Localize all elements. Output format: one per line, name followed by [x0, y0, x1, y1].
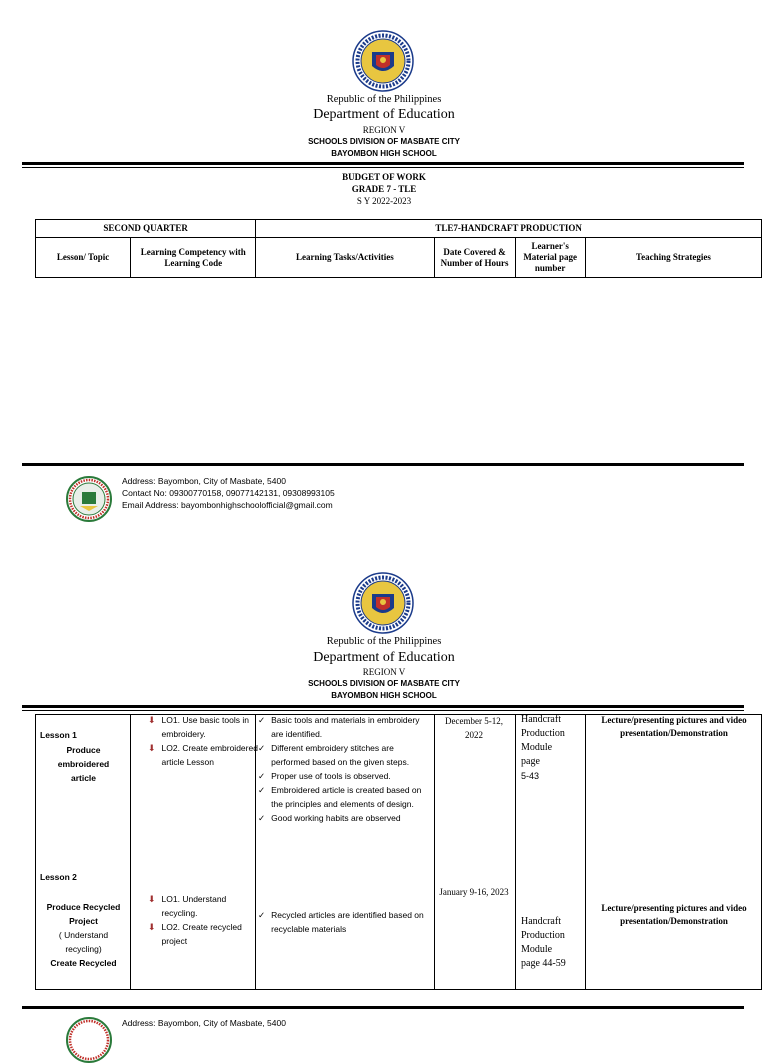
subject-cell: TLE7-HANDCRAFT PRODUCTION	[256, 220, 762, 238]
quarter-cell: SECOND QUARTER	[36, 220, 256, 238]
department-title-page2: Department of Education	[313, 650, 455, 665]
check-icon: ✓	[258, 771, 266, 781]
region-line-page2: REGION V	[362, 667, 406, 677]
lesson-2-material: Handcraft Production Module page 44-59	[521, 916, 566, 969]
lesson-2-competencies	[148, 892, 260, 948]
footer-divider-page2	[22, 1006, 744, 1009]
budget-of-work-header-table	[35, 219, 762, 278]
deped-seal-logo-page2	[352, 572, 414, 634]
lesson-1-label: Lesson 1	[40, 730, 77, 740]
lesson-2-lo1: LO1. Understand recycling.	[161, 894, 227, 918]
check-icon: ✓	[258, 715, 266, 725]
lesson-1-strategy: Lecture/presenting pictures and video presentation/Demonstration	[601, 715, 747, 738]
column-header-strategies: Teaching Strategies	[585, 238, 761, 278]
lesson-1-competencies	[148, 713, 260, 769]
header-divider	[22, 162, 744, 165]
column-header-date: Date Covered & Number of Hours	[434, 238, 515, 278]
school-name: BAYOMBON HIGH SCHOOL	[331, 149, 437, 158]
check-icon: ✓	[258, 813, 266, 823]
column-header-material: Learner's Material page number	[515, 238, 585, 278]
lesson-1-date: December 5-12, 2022	[445, 716, 503, 740]
lesson-2-lo2: LO2. Create recycled project	[161, 922, 242, 946]
deped-seal-logo	[352, 30, 414, 92]
footer-email: Email Address: bayombonhighschoolofficial@gmail.com	[122, 500, 333, 510]
republic-line: Republic of the Philippines	[326, 94, 442, 105]
school-name-page2: BAYOMBON HIGH SCHOOL	[331, 691, 437, 700]
department-title: Department of Education	[313, 107, 455, 122]
arrow-bullet-icon: ⬇	[148, 743, 156, 753]
lesson-1-lo2: LO2. Create embroidered article Lesson	[161, 743, 258, 767]
region-line: REGION V	[362, 125, 406, 135]
school-logo	[66, 476, 112, 522]
lesson-2-tasks: ✓ Recycled articles are identified based on recyclable materials	[258, 910, 424, 934]
column-header-lesson: Lesson/ Topic	[36, 238, 131, 278]
lesson-2-topic: Produce Recycled Project ( Understand recycling) Create Recycled	[46, 902, 121, 968]
column-header-competency: Learning Competency with Learning Code	[131, 238, 256, 278]
lesson-2-strategy: Lecture/presenting pictures and video presentation/Demonstration	[601, 903, 747, 926]
lesson-2-label: Lesson 2	[40, 872, 77, 882]
lesson-1-lo1: LO1. Use basic tools in embroidery.	[161, 715, 249, 739]
footer-divider	[22, 463, 744, 466]
lesson-2-date: January 9-16, 2023	[439, 887, 509, 897]
division-line: SCHOOLS DIVISION OF MASBATE CITY	[308, 137, 460, 146]
school-year-line: S Y 2022-2023	[356, 196, 412, 206]
arrow-bullet-icon: ⬇	[148, 715, 156, 725]
arrow-bullet-icon: ⬇	[148, 922, 156, 932]
footer-address-page2: Address: Bayombon, City of Masbate, 5400	[122, 1018, 286, 1028]
check-icon: ✓	[258, 785, 266, 795]
lesson-1-topic: Produce embroidered article	[57, 745, 110, 783]
lesson-1-tasks: ✓ Basic tools and materials in embroidery are identified. ✓ Different embroidery stitches are performed based on the given steps. ✓ Proper use of tools is observed. ✓ Embroidered article is created based on the principles and elements of design. ✓ Good working habits are observed	[258, 715, 422, 823]
footer-address: Address: Bayombon, City of Masbate, 5400	[122, 476, 286, 486]
check-icon: ✓	[258, 743, 266, 753]
republic-line-page2: Republic of the Philippines	[326, 636, 442, 647]
footer-contact: Contact No: 09300770158, 09077142131, 09308993105	[122, 488, 335, 498]
grade-line: GRADE 7 - TLE	[351, 184, 417, 194]
check-icon: ✓	[258, 910, 266, 920]
division-line-page2: SCHOOLS DIVISION OF MASBATE CITY	[308, 679, 460, 688]
arrow-bullet-icon: ⬇	[148, 894, 156, 904]
header-divider-thin	[22, 167, 744, 168]
header-divider-page2	[22, 705, 744, 708]
bow-title: BUDGET OF WORK	[342, 172, 426, 182]
header-divider-thin-page2	[22, 710, 744, 711]
lesson-1-material: Handcraft Production Module page 5-43	[521, 714, 565, 781]
column-header-tasks: Learning Tasks/Activities	[256, 238, 434, 278]
